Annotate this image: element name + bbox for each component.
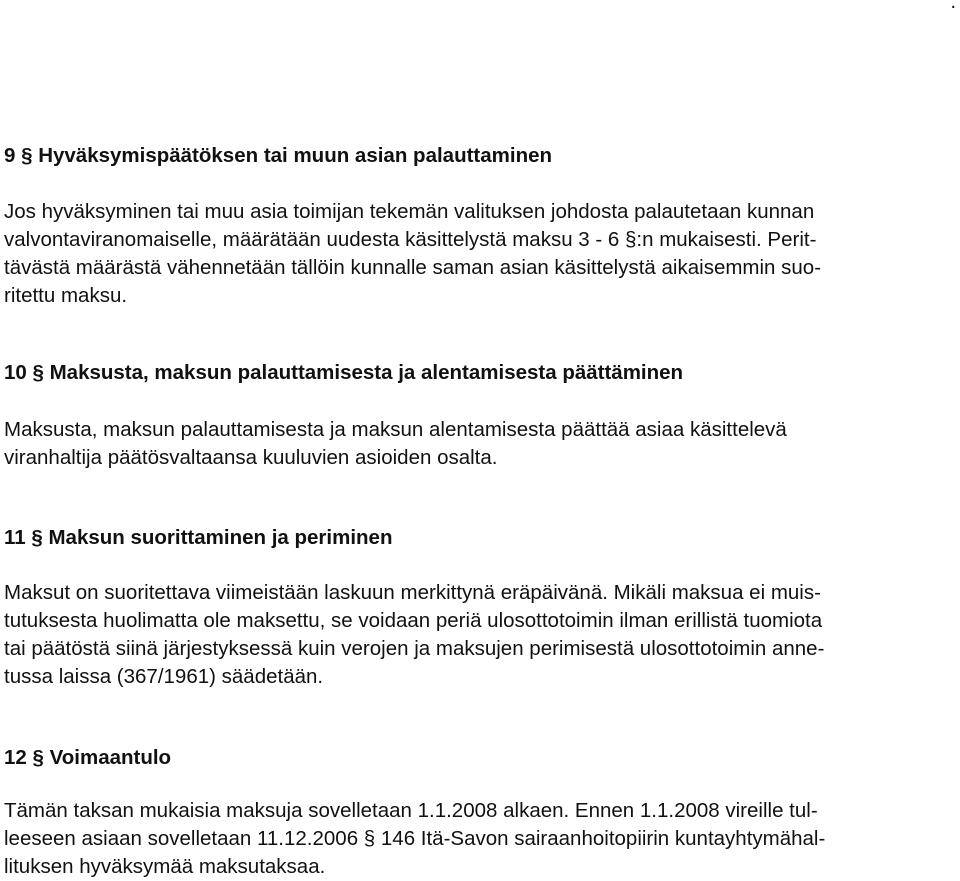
paragraph-line: Maksusta, maksun palauttamisesta ja maksun alentamisesta päättää asiaa käsittelevä xyxy=(4,418,787,441)
paragraph-line: ritettu maksu. xyxy=(4,284,128,307)
section-9-paragraph xyxy=(4,198,956,310)
paragraph-line: viranhaltija päätösvaltaansa kuuluvien asioiden osalta. xyxy=(4,446,498,469)
paragraph-line: Jos hyväksyminen tai muu asia toimijan tekemän valituksen johdosta palautetaan kunnan xyxy=(4,200,815,223)
paragraph-line: tävästä määrästä vähennetään tällöin kunnalle saman asian käsittelystä aikaisemmin suo- xyxy=(4,256,822,279)
section-10-heading: 10 § Maksusta, maksun palauttamisesta ja alentamisesta päättäminen xyxy=(4,361,684,384)
corner-mark: . xyxy=(950,0,956,13)
paragraph-line: tussa laissa (367/1961) säädetään. xyxy=(4,665,324,688)
paragraph-line: leeseen asiaan sovelletaan 11.12.2006 § 146 Itä-Savon sairaanhoitopiirin kuntayhtymähal- xyxy=(4,827,826,850)
section-12-paragraph xyxy=(4,797,956,881)
paragraph-line: tutuksesta huolimatta ole maksettu, se voidaan periä ulosottotoimin ilman erillistä tuomiota xyxy=(4,609,823,632)
section-11-paragraph xyxy=(4,579,956,691)
paragraph-line: tai päätöstä siinä järjestyksessä kuin verojen ja maksujen perimisestä ulosottotoimin anne- xyxy=(4,637,825,660)
paragraph-line: valvontaviranomaiselle, määrätään uudesta käsittelystä maksu 3 - 6 §:n mukaisesti. Perit- xyxy=(4,228,817,251)
section-12-heading: 12 § Voimaantulo xyxy=(4,746,172,769)
paragraph-line: Maksut on suoritettava viimeistään laskuun merkittynä eräpäivänä. Mikäli maksua ei muis- xyxy=(4,581,821,604)
section-11-heading: 11 § Maksun suorittaminen ja periminen xyxy=(4,526,393,549)
section-9-heading: 9 § Hyväksymispäätöksen tai muun asian palauttaminen xyxy=(4,144,553,167)
paragraph-line: Tämän taksan mukaisia maksuja sovelletaan 1.1.2008 alkaen. Ennen 1.1.2008 vireille tul- xyxy=(4,799,818,822)
section-10-paragraph xyxy=(4,416,956,472)
paragraph-line: lituksen hyväksymää maksutaksaa. xyxy=(4,855,326,878)
